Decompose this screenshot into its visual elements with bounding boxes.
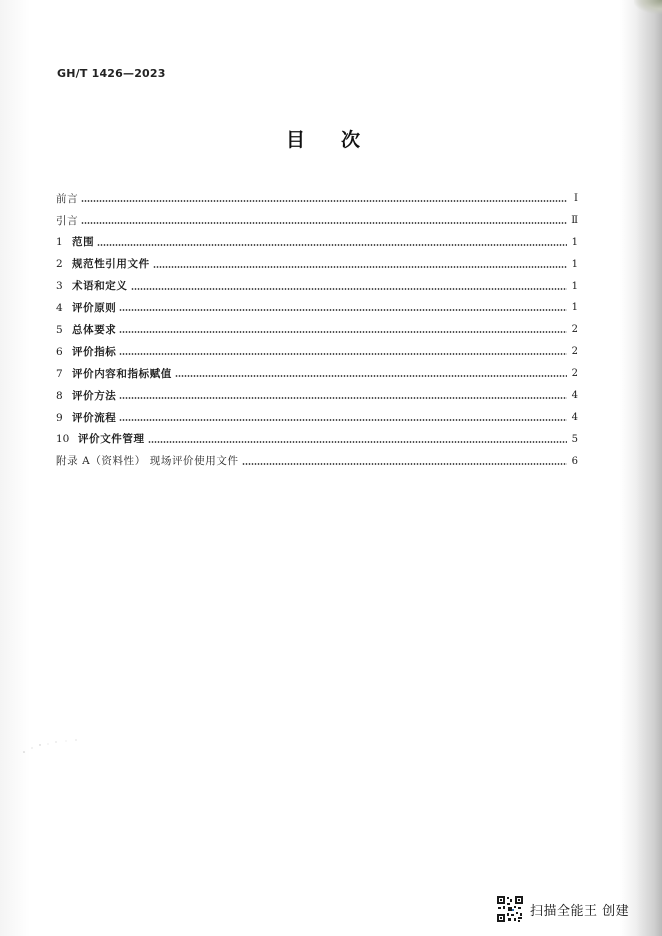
- toc-entry: [56, 429, 578, 451]
- toc-dot-leader: [119, 326, 567, 334]
- toc-entry-page: Ⅰ: [574, 192, 578, 204]
- toc-entry: [56, 276, 578, 298]
- toc-entry-page: 2: [571, 346, 578, 358]
- toc-dot-leader: [175, 370, 567, 378]
- toc-entry-page: 1: [571, 258, 578, 270]
- toc-entry: [56, 319, 578, 341]
- toc-dot-leader: [119, 348, 567, 356]
- toc-dot-leader: [148, 436, 567, 444]
- toc-dot-leader: [153, 261, 567, 269]
- toc-entry-label: 规范性引用文件: [72, 258, 150, 271]
- toc-entry: [56, 341, 578, 363]
- toc-entry-label: 评价原则: [72, 302, 117, 315]
- toc-entry: [56, 232, 578, 254]
- toc-dot-leader: [119, 414, 567, 422]
- toc-entry-page: 2: [571, 324, 578, 336]
- scanner-watermark: [496, 895, 629, 923]
- table-of-contents: [56, 188, 578, 473]
- toc-entry-page: 2: [571, 368, 578, 380]
- toc-entry-page: 1: [571, 236, 578, 248]
- toc-entry-number: 4: [56, 302, 63, 315]
- toc-entry-label: 总体要求: [72, 324, 117, 337]
- toc-entry: [56, 407, 578, 429]
- toc-entry-number: 3: [56, 280, 63, 293]
- toc-entry-number: 8: [56, 389, 63, 402]
- toc-entry-page: 1: [571, 280, 578, 292]
- toc-entry: [56, 385, 578, 407]
- scan-specks: [20, 730, 90, 770]
- toc-entry-number: 9: [56, 411, 63, 424]
- toc-entry-page: 4: [571, 389, 578, 401]
- toc-dot-leader: [131, 283, 568, 291]
- toc-entry-number: 6: [56, 345, 63, 358]
- toc-entry: [56, 363, 578, 385]
- standard-number: GH/T 1426—2023: [57, 67, 166, 80]
- toc-entry-page: Ⅱ: [571, 214, 578, 226]
- toc-entry-page: 1: [571, 302, 578, 314]
- toc-entry: [56, 254, 578, 276]
- toc-entry: [56, 451, 578, 473]
- toc-entry-label: 评价内容和指标赋值: [72, 367, 172, 380]
- toc-entry-number: 5: [56, 324, 63, 337]
- toc-title: 目次: [286, 129, 397, 151]
- toc-dot-leader: [81, 217, 567, 225]
- qr-code-icon: [496, 895, 524, 923]
- toc-entry: [56, 297, 578, 319]
- toc-entry-label: 评价指标: [72, 345, 117, 358]
- toc-entry-label: 评价文件管理: [78, 433, 145, 446]
- toc-entry-number: 10: [56, 433, 70, 446]
- toc-entry: [56, 188, 578, 210]
- toc-entry-page: 4: [571, 411, 578, 423]
- toc-entry-number: 1: [56, 236, 63, 249]
- scan-edge-shadow: [636, 0, 662, 936]
- toc-entry-label: 附录 A（资料性） 现场评价使用文件: [56, 455, 239, 468]
- watermark-text: 扫描全能王 创建: [530, 903, 630, 919]
- toc-entry-number: 2: [56, 258, 63, 271]
- toc-dot-leader: [119, 392, 567, 400]
- toc-dot-leader: [119, 304, 567, 312]
- scan-corner-mark: [634, 0, 662, 14]
- toc-entry-page: 5: [571, 433, 578, 445]
- toc-entry-label: 前言: [56, 192, 79, 205]
- toc-entry-label: 范围: [72, 236, 95, 249]
- toc-entry-label: 评价流程: [72, 411, 117, 424]
- toc-entry-page: 6: [571, 455, 578, 467]
- toc-entry-label: 引言: [56, 214, 79, 227]
- toc-dot-leader: [242, 458, 567, 466]
- toc-entry-label: 评价方法: [72, 389, 117, 402]
- toc-dot-leader: [97, 239, 567, 247]
- toc-dot-leader: [81, 195, 567, 203]
- toc-entry-number: 7: [56, 367, 63, 380]
- toc-entry: [56, 210, 578, 232]
- toc-entry-label: 术语和定义: [72, 280, 128, 293]
